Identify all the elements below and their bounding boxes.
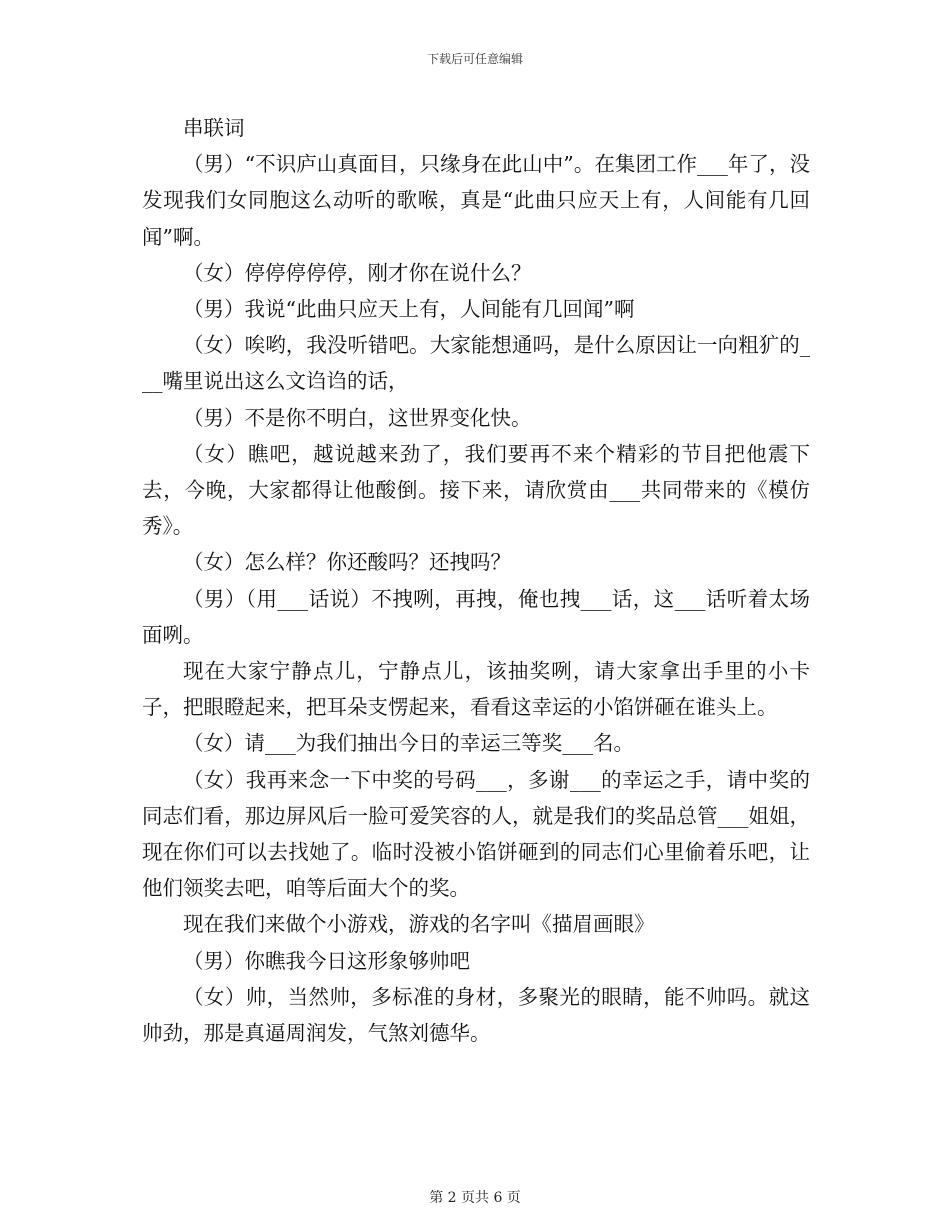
dialogue-paragraph: （女）帅，当然帅，多标准的身材，多聚光的眼睛，能不帅吗。就这帅劲，那是真逼周润发，气煞刘德华。 bbox=[142, 984, 810, 1046]
dialogue-paragraph: （女）怎么样？你还酸吗？还拽吗？ bbox=[183, 550, 511, 575]
dialogue-paragraph: （男）（用___话说）不拽咧，再拽，俺也拽___话，这___话听着太场面咧。 bbox=[142, 586, 810, 647]
dialogue-paragraph: 现在我们来做个小游戏，游戏的名字叫《描眉画眼》 bbox=[183, 912, 655, 937]
dialogue-paragraph: （男）“不识庐山真面目，只缘身在此山中”。在集团工作___年了，没发现我们女同胞这么动听的歌喉，真是“此曲只应天上有，人间能有几回闻”啊。 bbox=[142, 152, 810, 249]
dialogue-paragraph: （男）你瞧我今日这形象够帅吧 bbox=[183, 948, 470, 973]
dialogue-paragraph: （女）停停停停停，刚才你在说什么？ bbox=[183, 260, 532, 285]
dialogue-paragraph: （女）唉哟，我没听错吧。大家能想通吗，是什么原因让一向粗犷的___嘴里说出这么文诌诌的话， bbox=[142, 333, 810, 394]
dialogue-paragraph: （男）我说“此曲只应天上有，人间能有几回闻”啊 bbox=[183, 297, 635, 322]
section-title: 串联词 bbox=[183, 116, 245, 140]
dialogue-paragraph: 现在大家宁静点儿，宁静点儿，该抽奖咧，请大家拿出手里的小卡子，把眼瞪起来，把耳朵支愣起来，看看这幸运的小馅饼砸在谁头上。 bbox=[142, 659, 810, 720]
page-number: 第 2 页共 6 页 bbox=[429, 1190, 521, 1206]
document-body bbox=[142, 110, 810, 1051]
dialogue-paragraph: （女）我再来念一下中奖的号码___，多谢___的幸运之手，请中奖的同志们看，那边屏风后一脸可爱笑容的人，就是我们的奖品总管___姐姐，现在你们可以去找她了。临时没被小馅饼砸到的同志们心里偷着乐吧，让他们领奖去吧，咱等后面大个的奖。 bbox=[142, 767, 810, 901]
page-header: 下载后可任意编辑 bbox=[426, 52, 523, 66]
dialogue-paragraph: （女）瞧吧，越说越来劲了，我们要再不来个精彩的节目把他震下去，今晚，大家都得让他酸倒。接下来，请欣赏由___共同带来的《模仿秀》。 bbox=[142, 441, 810, 539]
dialogue-paragraph: （女）请___为我们抽出今日的幸运三等奖___名。 bbox=[183, 731, 634, 756]
dialogue-paragraph: （男）不是你不明白，这世界变化快。 bbox=[183, 405, 532, 430]
